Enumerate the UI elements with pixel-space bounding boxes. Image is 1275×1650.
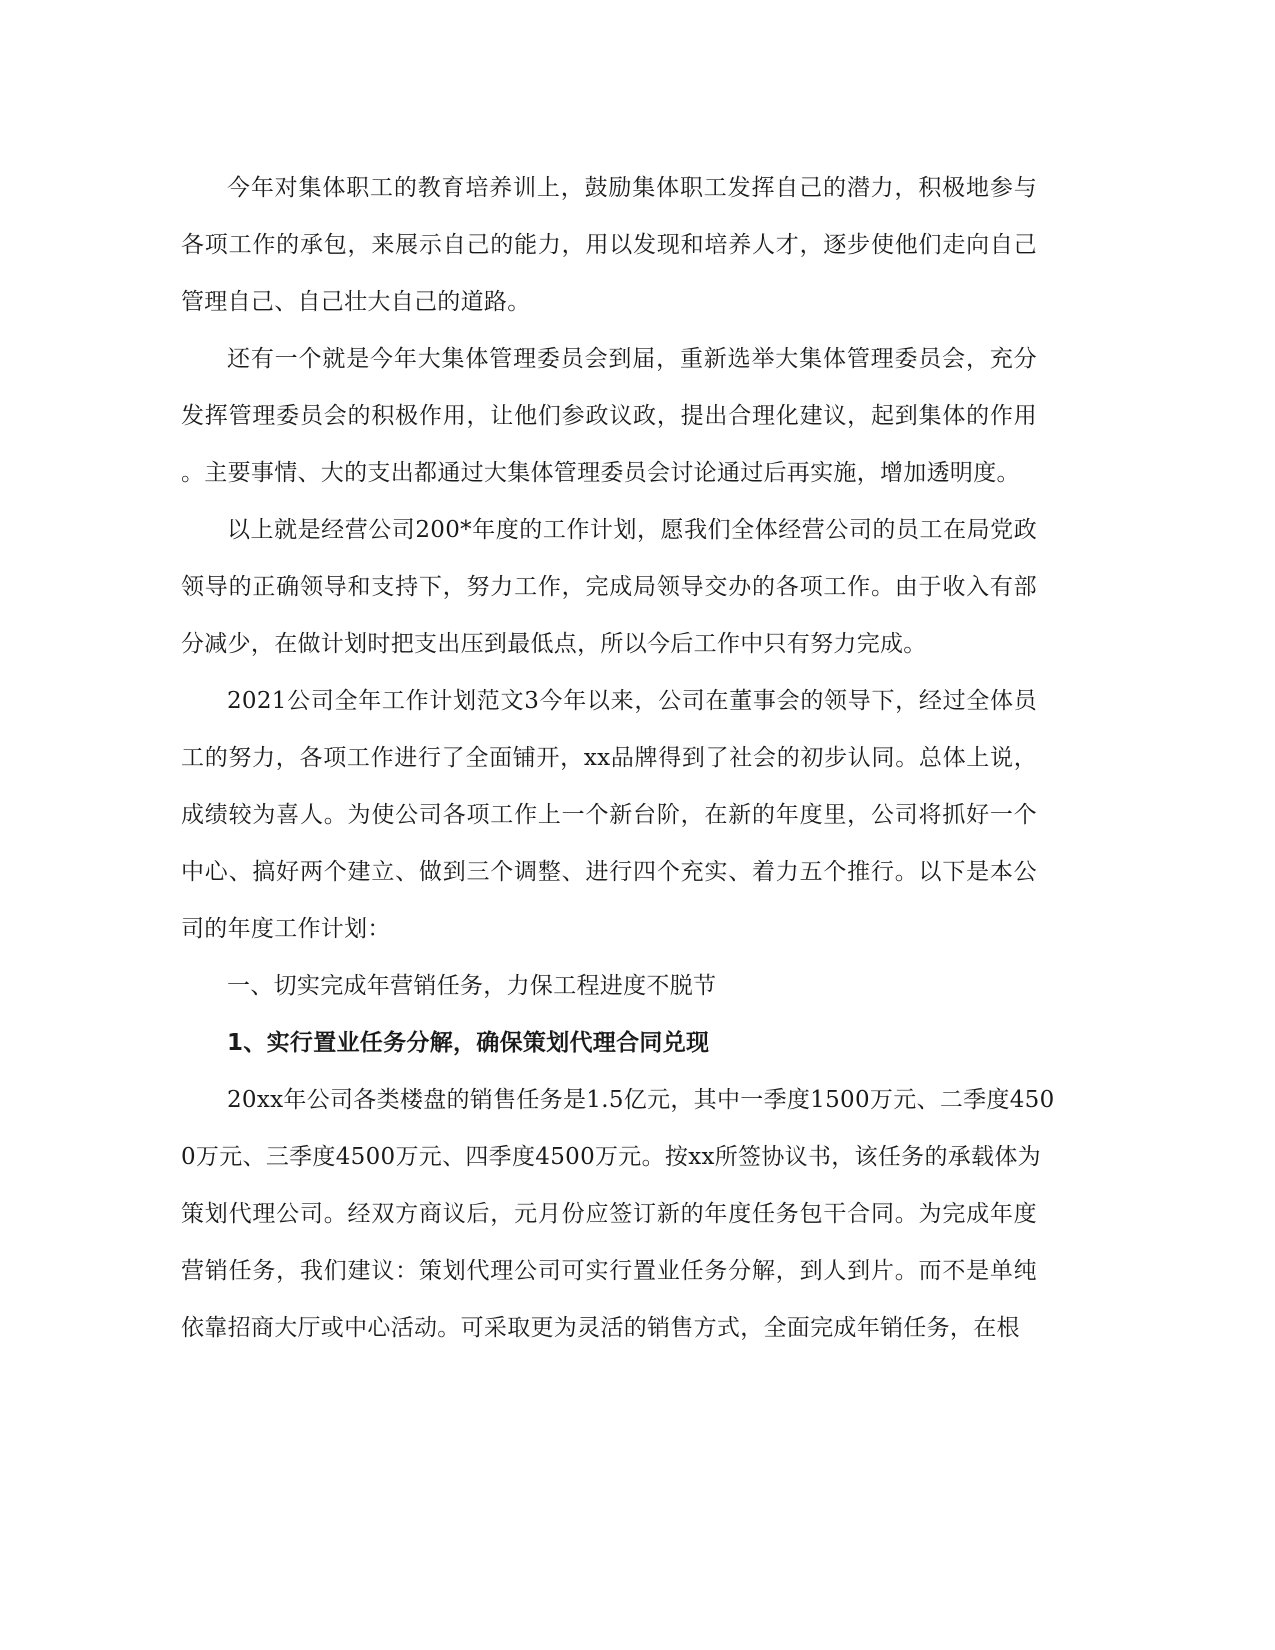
text-line: 发挥管理委员会的积极作用，让他们参政议政，提出合理化建议，起到集体的作用 bbox=[181, 403, 1037, 429]
text-line: 中心、搞好两个建立、做到三个调整、进行四个充实、着力五个推行。以下是本公 bbox=[181, 859, 1037, 885]
text-line: 领导的正确领导和支持下，努力工作，完成局领导交办的各项工作。由于收入有部 bbox=[181, 574, 1037, 600]
text-line: 分减少，在做计划时把支出压到最低点，所以今后工作中只有努力完成。 bbox=[181, 631, 927, 657]
text-line: 司的年度工作计划： bbox=[181, 916, 391, 942]
document-body bbox=[181, 160, 1055, 1357]
text-line: 工的努力，各项工作进行了全面铺开，xx品牌得到了社会的初步认同。总体上说， bbox=[181, 745, 1037, 771]
text-line: 1、实行置业任务分解，确保策划代理合同兑现 bbox=[227, 1030, 710, 1056]
text-line: 以上就是经营公司200*年度的工作计划，愿我们全体经营公司的员工在局党政 bbox=[227, 517, 1037, 543]
text-line: 一、切实完成年营销任务，力保工程进度不脱节 bbox=[227, 973, 717, 999]
text-line: 今年对集体职工的教育培养训上，鼓励集体职工发挥自己的潜力，积极地参与 bbox=[227, 175, 1037, 201]
text-line: 各项工作的承包，来展示自己的能力，用以发现和培养人才，逐步使他们走向自己 bbox=[181, 232, 1037, 258]
text-line: 营销任务，我们建议：策划代理公司可实行置业任务分解，到人到片。而不是单纯 bbox=[181, 1258, 1037, 1284]
text-line: 。主要事情、大的支出都通过大集体管理委员会讨论通过后再实施，增加透明度。 bbox=[181, 460, 1020, 486]
text-line: 成绩较为喜人。为使公司各项工作上一个新台阶，在新的年度里，公司将抓好一个 bbox=[181, 802, 1037, 828]
paragraph bbox=[181, 502, 1037, 673]
paragraph bbox=[181, 160, 1037, 331]
text-line: 策划代理公司。经双方商议后，元月份应签订新的年度任务包干合同。为完成年度 bbox=[181, 1201, 1037, 1227]
text-line: 依靠招商大厅或中心活动。可采取更为灵活的销售方式，全面完成年销任务，在根 bbox=[181, 1315, 1020, 1341]
paragraph bbox=[181, 331, 1037, 502]
paragraph bbox=[181, 958, 1037, 1015]
text-line: 0万元、三季度4500万元、四季度4500万元。按xx所签协议书，该任务的承载体为 bbox=[181, 1144, 1041, 1170]
text-line: 20xx年公司各类楼盘的销售任务是1.5亿元，其中一季度1500万元、二季度450 bbox=[227, 1087, 1055, 1113]
section-heading bbox=[181, 1015, 1037, 1072]
text-line: 还有一个就是今年大集体管理委员会到届，重新选举大集体管理委员会，充分 bbox=[227, 346, 1037, 372]
text-line: 2021公司全年工作计划范文3今年以来，公司在董事会的领导下，经过全体员 bbox=[227, 688, 1037, 714]
paragraph bbox=[181, 673, 1037, 958]
text-line: 管理自己、自己壮大自己的道路。 bbox=[181, 289, 531, 315]
paragraph bbox=[181, 1072, 1055, 1357]
